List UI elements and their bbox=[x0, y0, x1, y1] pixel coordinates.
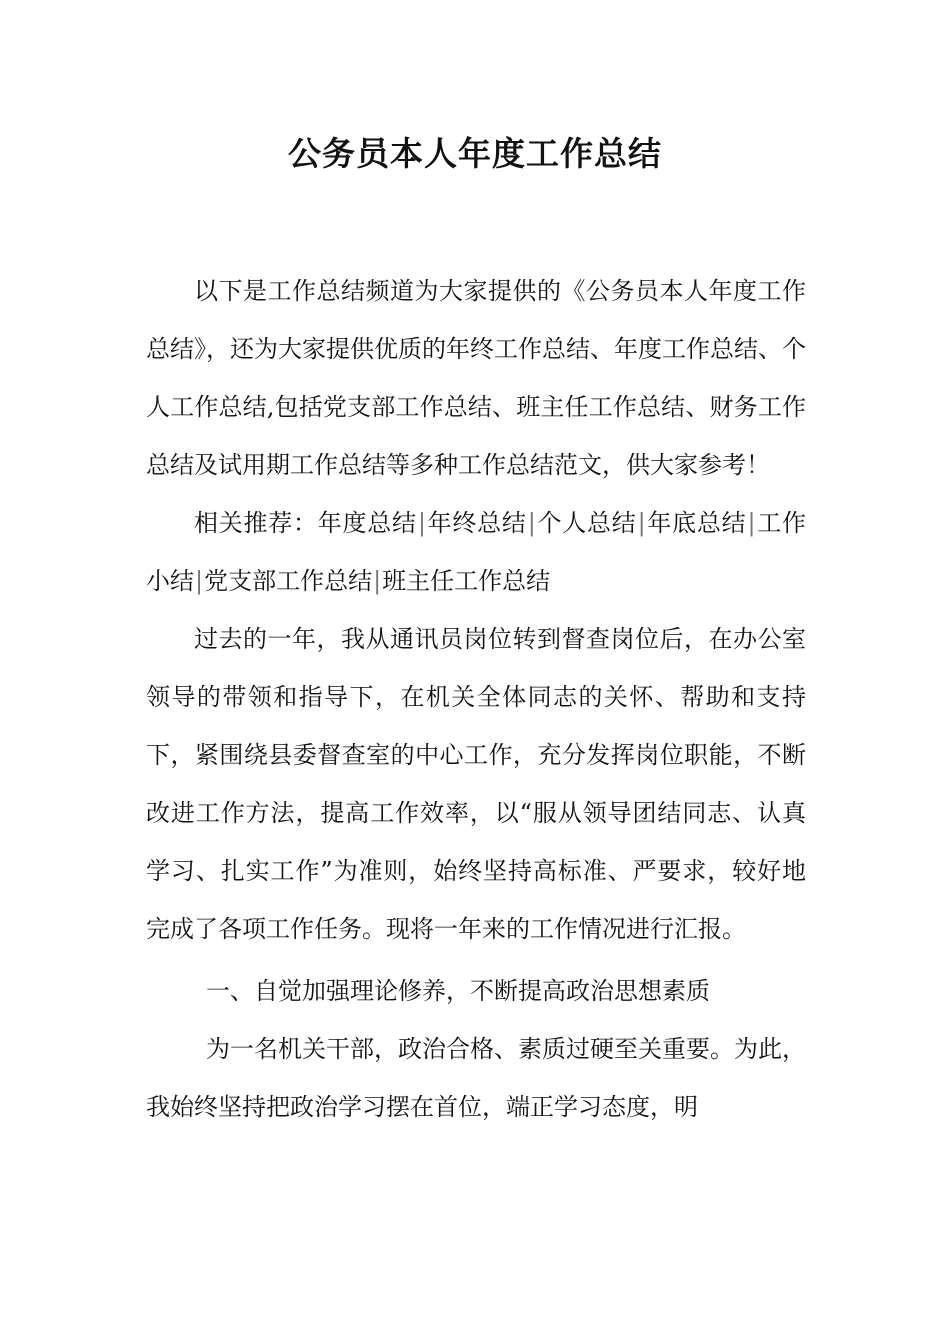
separator: | bbox=[195, 567, 204, 595]
recommend-link[interactable]: 年度总结 bbox=[317, 509, 417, 537]
separator: | bbox=[747, 509, 756, 537]
separator: | bbox=[637, 509, 646, 537]
recommend-link[interactable]: 个人总结 bbox=[536, 509, 637, 537]
recommend-label: 相关推荐： bbox=[194, 509, 318, 537]
intro-paragraph: 以下是工作总结频道为大家提供的《公务员本人年度工作总结》，还为大家提供优质的年终工作总结、年度工作总结、个人工作总结,包括党支部工作总结、班主任工作总结、财务工作总结及试用期工作总结等多种工作总结范文，供大家参考！ bbox=[146, 277, 806, 479]
section-heading: 一、自觉加强理论修养，不断提高政治思想素质 bbox=[206, 977, 710, 1005]
separator: | bbox=[417, 509, 426, 537]
recommend-link[interactable]: 党支部工作总结 bbox=[204, 567, 373, 595]
document-body bbox=[146, 262, 806, 1136]
separator: | bbox=[527, 509, 536, 537]
recommend-link[interactable]: 年终总结 bbox=[426, 509, 527, 537]
body-paragraph: 为一名机关干部，政治合格、素质过硬至关重要。为此，我始终坚持把政治学习摆在首位，端正学习态度，明 bbox=[146, 1035, 806, 1121]
body-paragraph: 过去的一年，我从通讯员岗位转到督查岗位后，在办公室领导的带领和指导下，在机关全体同志的关怀、帮助和支持下，紧围绕县委督查室的中心工作，充分发挥岗位职能，不断改进工作方法，提高工作效率，以“服从领导团结同志、认真学习、扎实工作”为准则，始终坚持高标准、严要求，较好地完成了各项工作任务。现将一年来的工作情况进行汇报。 bbox=[146, 625, 806, 943]
separator: | bbox=[373, 567, 382, 595]
recommend-link[interactable]: 班主任工作总结 bbox=[382, 567, 551, 595]
recommend-paragraph bbox=[146, 494, 806, 610]
recommend-link[interactable]: 年底总结 bbox=[646, 509, 747, 537]
document-title: 公务员本人年度工作总结 bbox=[288, 134, 662, 173]
recommend-link[interactable]: 工作小结 bbox=[146, 509, 807, 595]
